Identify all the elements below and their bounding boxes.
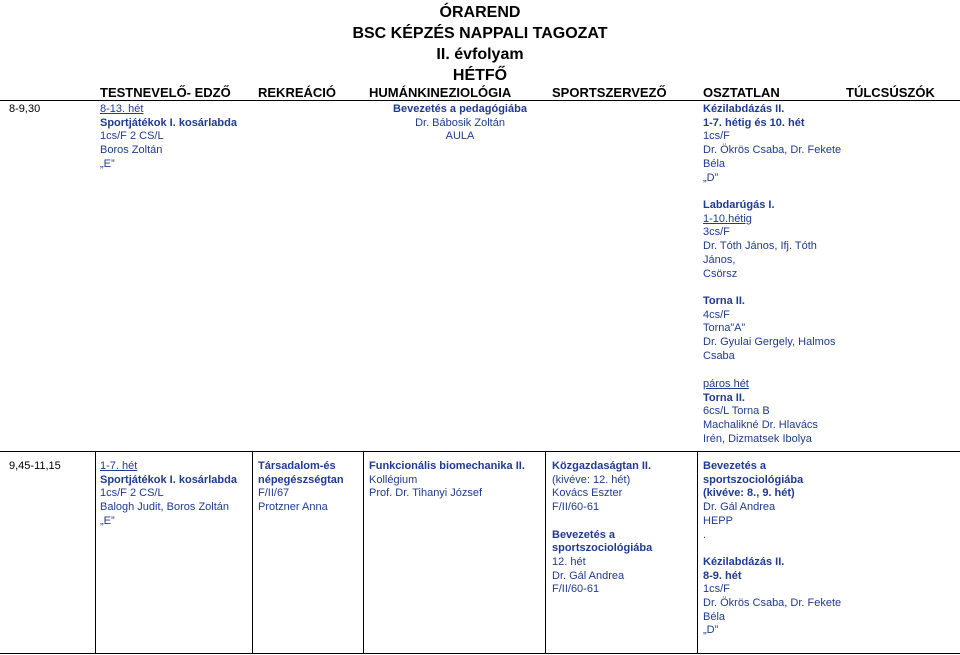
course-title-cont: népegészségtan [258, 473, 344, 486]
room: „D” [703, 624, 719, 637]
course-title: Társadalom-és [258, 460, 336, 472]
instructor-cont: Béla [703, 610, 726, 623]
instructor-cont: János, [703, 253, 736, 266]
title-day: HÉTFŐ [452, 67, 508, 84]
course-title: Sportjátékok I. kosárlabda [100, 116, 237, 129]
cell-row1-testnevelo [100, 103, 237, 172]
spacer [552, 515, 652, 529]
group-info: 1cs/F 2 CS/L [100, 487, 164, 500]
course-title: Labdarúgás I. [703, 199, 775, 211]
cell-row2-osztatlan [703, 460, 841, 638]
course-title: Bevezetés a [703, 460, 766, 472]
instructor: Dr. Ökrös Csaba, Dr. Fekete [703, 597, 842, 610]
title-program: BSC KÉPZÉS NAPPALI TAGOZAT [352, 25, 608, 42]
grid-line-header [0, 100, 960, 101]
week-range: 8-13. hét [100, 103, 144, 115]
grid-line-col3 [363, 451, 364, 653]
instructor: Dr. Gál Andrea [552, 569, 625, 582]
course-title: Kézilabdázás II. [703, 555, 785, 568]
cell-row1-humankineziologia [390, 103, 530, 144]
room: F/II/67 [258, 487, 290, 500]
room: Kollégium [369, 473, 418, 486]
group-info: 1cs/F [703, 130, 730, 143]
course-title-cont: sportszociológiába [703, 473, 804, 486]
instructor-cont: Béla [703, 157, 726, 170]
course-title: Sportjátékok I. kosárlabda [100, 473, 237, 486]
group-info: 1cs/F [703, 583, 730, 596]
column-header-sportszervezo: SPORTSZERVEZŐ [552, 85, 667, 100]
course-title-cont: sportszociológiába [552, 542, 653, 555]
course-title: Torna II. [703, 391, 745, 404]
grid-line-col5 [697, 451, 698, 653]
instructor-cont: Irén, Dizmatsek Ibolya [703, 432, 812, 445]
column-header-osztatlan: OSZTATLAN [703, 85, 780, 100]
instructor: Protzner Anna [258, 501, 328, 514]
cell-row1-osztatlan-torna-b [703, 378, 818, 447]
instructor: Prof. Dr. Tihanyi József [369, 487, 483, 500]
instructor: Dr. Tóth János, Ifj. Tóth [703, 240, 817, 253]
grid-line-col1 [95, 451, 96, 653]
cell-row1-osztatlan-kezilabda [703, 103, 841, 185]
week-range: 8-9. hét [703, 569, 742, 582]
column-header-testnevelo: TESTNEVELŐ- EDZŐ [100, 85, 231, 100]
course-title: Bevezetés a [552, 528, 615, 541]
instructor: Boros Zoltán [100, 144, 163, 157]
week-note: (kivéve: 8., 9. hét) [703, 487, 795, 500]
cell-row2-testnevelo [100, 460, 237, 529]
group-info: 6cs/L Torna B [703, 405, 770, 418]
course-title: Funkcionális biomechanika II. [369, 460, 525, 472]
cell-row1-osztatlan-labdarugas [703, 199, 817, 281]
column-header-tulcsuszok: TÚLCSÚSZÓK [846, 85, 935, 100]
room: Torna”A” [703, 322, 746, 335]
cell-row1-osztatlan-torna-a [703, 295, 835, 364]
column-header-rekreacio: REKREÁCIÓ [258, 85, 337, 100]
week-note: 12. hét [552, 555, 586, 568]
grid-line-row-separator [0, 451, 960, 452]
week-range: 1-10.hétig [703, 212, 752, 225]
instructor: Dr. Bábosik Zoltán [415, 116, 505, 129]
instructor: Dr. Gál Andrea [703, 501, 776, 514]
cell-row2-sportszervezo [552, 460, 652, 597]
cell-row2-humankineziologia [369, 460, 525, 501]
course-title: Torna II. [703, 295, 745, 307]
room: „E” [100, 157, 115, 170]
room: F/II/60-61 [552, 501, 600, 514]
time-slot-2: 9,45-11,15 [9, 460, 61, 472]
room: F/II/60-61 [552, 583, 600, 596]
dot: . [703, 528, 707, 541]
title-year: II. évfolyam [436, 46, 524, 63]
instructor-cont: Csörsz [703, 267, 738, 280]
week-range: 1-7. hét [100, 460, 138, 472]
week-range: 1-7. hétig és 10. hét [703, 116, 805, 129]
instructor-cont: Csaba [703, 349, 735, 362]
instructor: Machalikné Dr. Hlavács [703, 419, 818, 432]
title-orarend: ÓRAREND [439, 4, 521, 21]
time-slot-1: 8-9,30 [9, 103, 41, 115]
instructor: Dr. Gyulai Gergely, Halmos [703, 336, 836, 349]
course-title: Közgazdaságtan II. [552, 460, 652, 472]
room: AULA [445, 130, 475, 143]
cell-row2-rekreacio [258, 460, 344, 515]
group-info: 3cs/F [703, 226, 730, 239]
room: „E” [100, 514, 115, 527]
spacer [703, 542, 841, 556]
room: HEPP [703, 514, 733, 527]
group-info: 1cs/F 2 CS/L [100, 130, 164, 143]
course-title: Bevezetés a pedagógiába [393, 103, 527, 115]
room: „D” [703, 171, 719, 184]
course-title: Kézilabdázás II. [703, 103, 785, 115]
instructor: Dr. Ökrös Csaba, Dr. Fekete [703, 144, 842, 157]
group-info: 4cs/F [703, 308, 730, 321]
column-header-humankineziologia: HUMÁNKINEZIOLÓGIA [369, 85, 512, 100]
grid-line-col4 [545, 451, 546, 653]
grid-line-col2 [252, 451, 253, 653]
instructor: Kovács Eszter [552, 487, 623, 500]
week-note: (kivéve: 12. hét) [552, 473, 631, 486]
instructor: Balogh Judit, Boros Zoltán [100, 501, 230, 514]
grid-line-bottom [0, 653, 960, 654]
week-range: páros hét [703, 378, 749, 390]
